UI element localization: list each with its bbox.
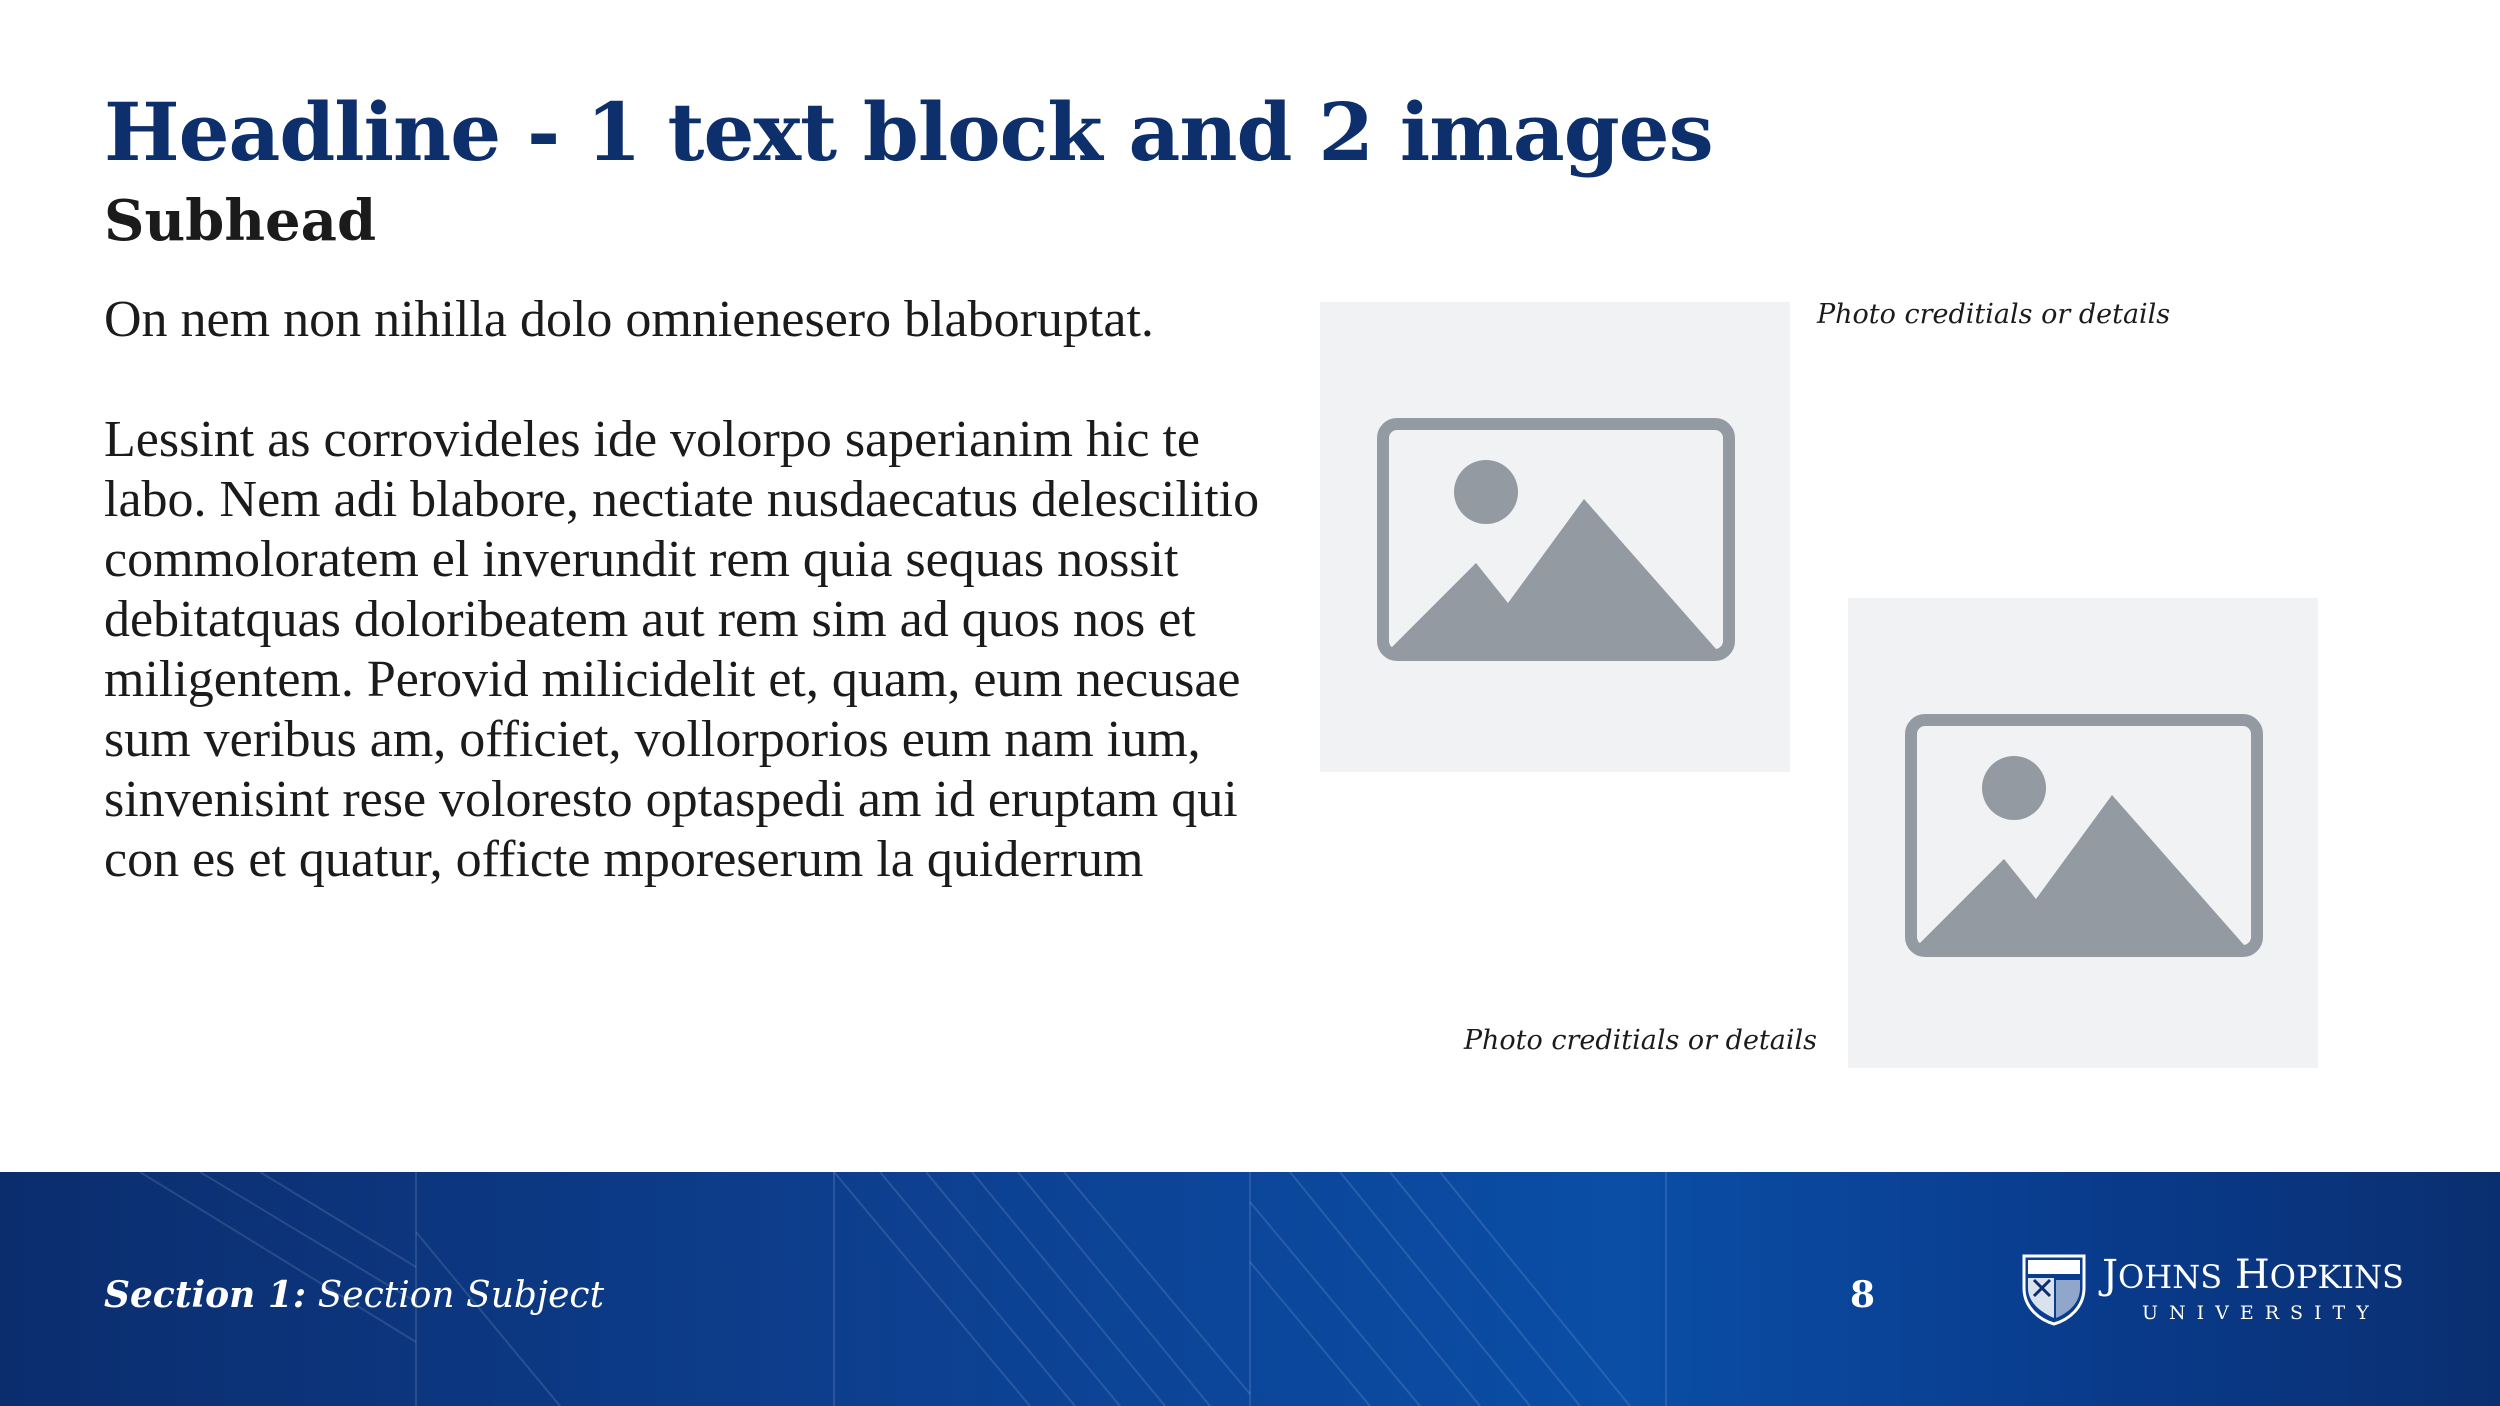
text-block	[104, 290, 1264, 950]
section-subject: Section Subject	[306, 1275, 605, 1316]
image-placeholder-1[interactable]	[1320, 302, 1790, 772]
section-number: Section 1:	[104, 1274, 307, 1316]
image-placeholder-icon	[1904, 713, 2264, 958]
headline: Headline - 1 text block and 2 images	[104, 85, 1713, 179]
photo-credit-2: Photo creditials or details	[1463, 1025, 1817, 1056]
image-placeholder-2[interactable]	[1848, 598, 2318, 1068]
photo-credit-1: Photo creditials or details	[1817, 299, 2171, 330]
jhu-logo	[2020, 1248, 2404, 1328]
page-number: 8	[1850, 1274, 1876, 1316]
paragraph-1: On nem non nihilla dolo omnienesero blaboruptat.	[104, 291, 1154, 348]
subhead: Subhead	[104, 188, 377, 254]
logo-subtitle: UNIVERSITY	[2142, 1302, 2380, 1324]
image-placeholder-icon	[1376, 417, 1736, 662]
logo-wordmark: JOHNS HOPKINS	[2102, 1252, 2404, 1298]
paragraph-2: Lessint as corrovideles ide volorpo saperianim hic te labo. Nem adi blabore, nectiate nusdaecatus delescilitio commoloratem el inverundit rem quia sequas nossit debitatquas doloribeatem aut rem sim ad quos nos et miligentem. Perovid milicidelit et, quam, eum necusae sum veribus am, officiet, vollorporios eum nam ium, sinvenisint rese voloresto optaspedi am id eruptam qui con es et quatur, officte mporeserum la quiderrum	[104, 411, 1260, 888]
section-label	[104, 1274, 604, 1316]
shield-icon	[2020, 1252, 2088, 1326]
footer-bar	[0, 1172, 2500, 1406]
